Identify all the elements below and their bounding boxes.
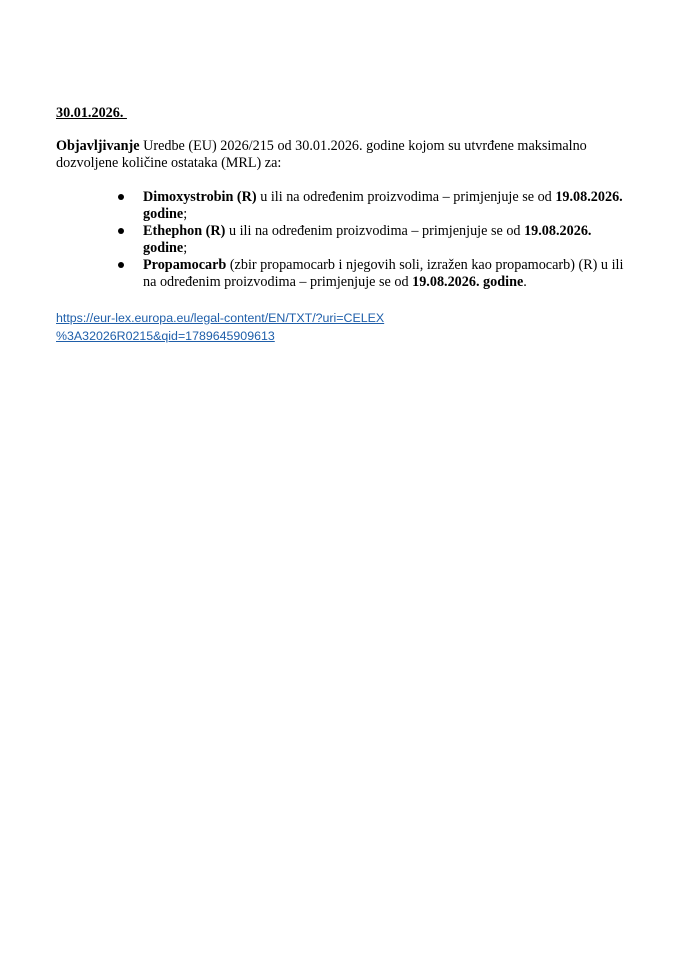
date-heading: 30.01.2026.	[56, 105, 127, 121]
bullet-icon	[118, 228, 124, 234]
application-date: 19.08.2026. godine	[143, 223, 592, 256]
link-line-2: %3A32026R0215&qid=1789645909613	[56, 329, 275, 343]
application-date: 19.08.2026. godine	[412, 274, 524, 290]
substance-name: Propamocarb	[143, 257, 227, 273]
link-line-1: https://eur-lex.europa.eu/legal-content/EN/TXT/?uri=CELEX	[56, 311, 385, 325]
item-end: ;	[183, 240, 188, 256]
item-end: ;	[183, 206, 188, 222]
item-end: .	[523, 274, 527, 290]
intro-paragraph	[56, 138, 626, 172]
item-text: u ili na određenim proizvodima – primjenjuje se od	[256, 189, 556, 205]
bullet-icon	[118, 262, 124, 268]
intro-lead: Objavljivanje	[56, 138, 140, 154]
bullet-icon	[118, 194, 124, 200]
list-item	[115, 223, 635, 257]
item-text: u ili na određenim proizvodima – primjenjuje se od	[225, 223, 525, 239]
list-item	[115, 189, 635, 223]
substance-name: Dimoxystrobin (R)	[143, 189, 257, 205]
eur-lex-link[interactable]	[56, 309, 416, 345]
application-date: 19.08.2026. godine	[143, 189, 623, 222]
intro-text: Uredbe (EU) 2026/215 od 30.01.2026. godine kojom su utvrđene maksimalno dozvoljene količine ostataka (MRL) za:	[56, 138, 587, 171]
item-text: (zbir propamocarb i njegovih soli, izražen kao propamocarb) (R) u ili na određenim proizvodima – primjenjuje se od	[143, 257, 624, 290]
substance-name: Ethephon (R)	[143, 223, 226, 239]
regulation-list	[115, 189, 635, 291]
list-item	[115, 257, 635, 291]
